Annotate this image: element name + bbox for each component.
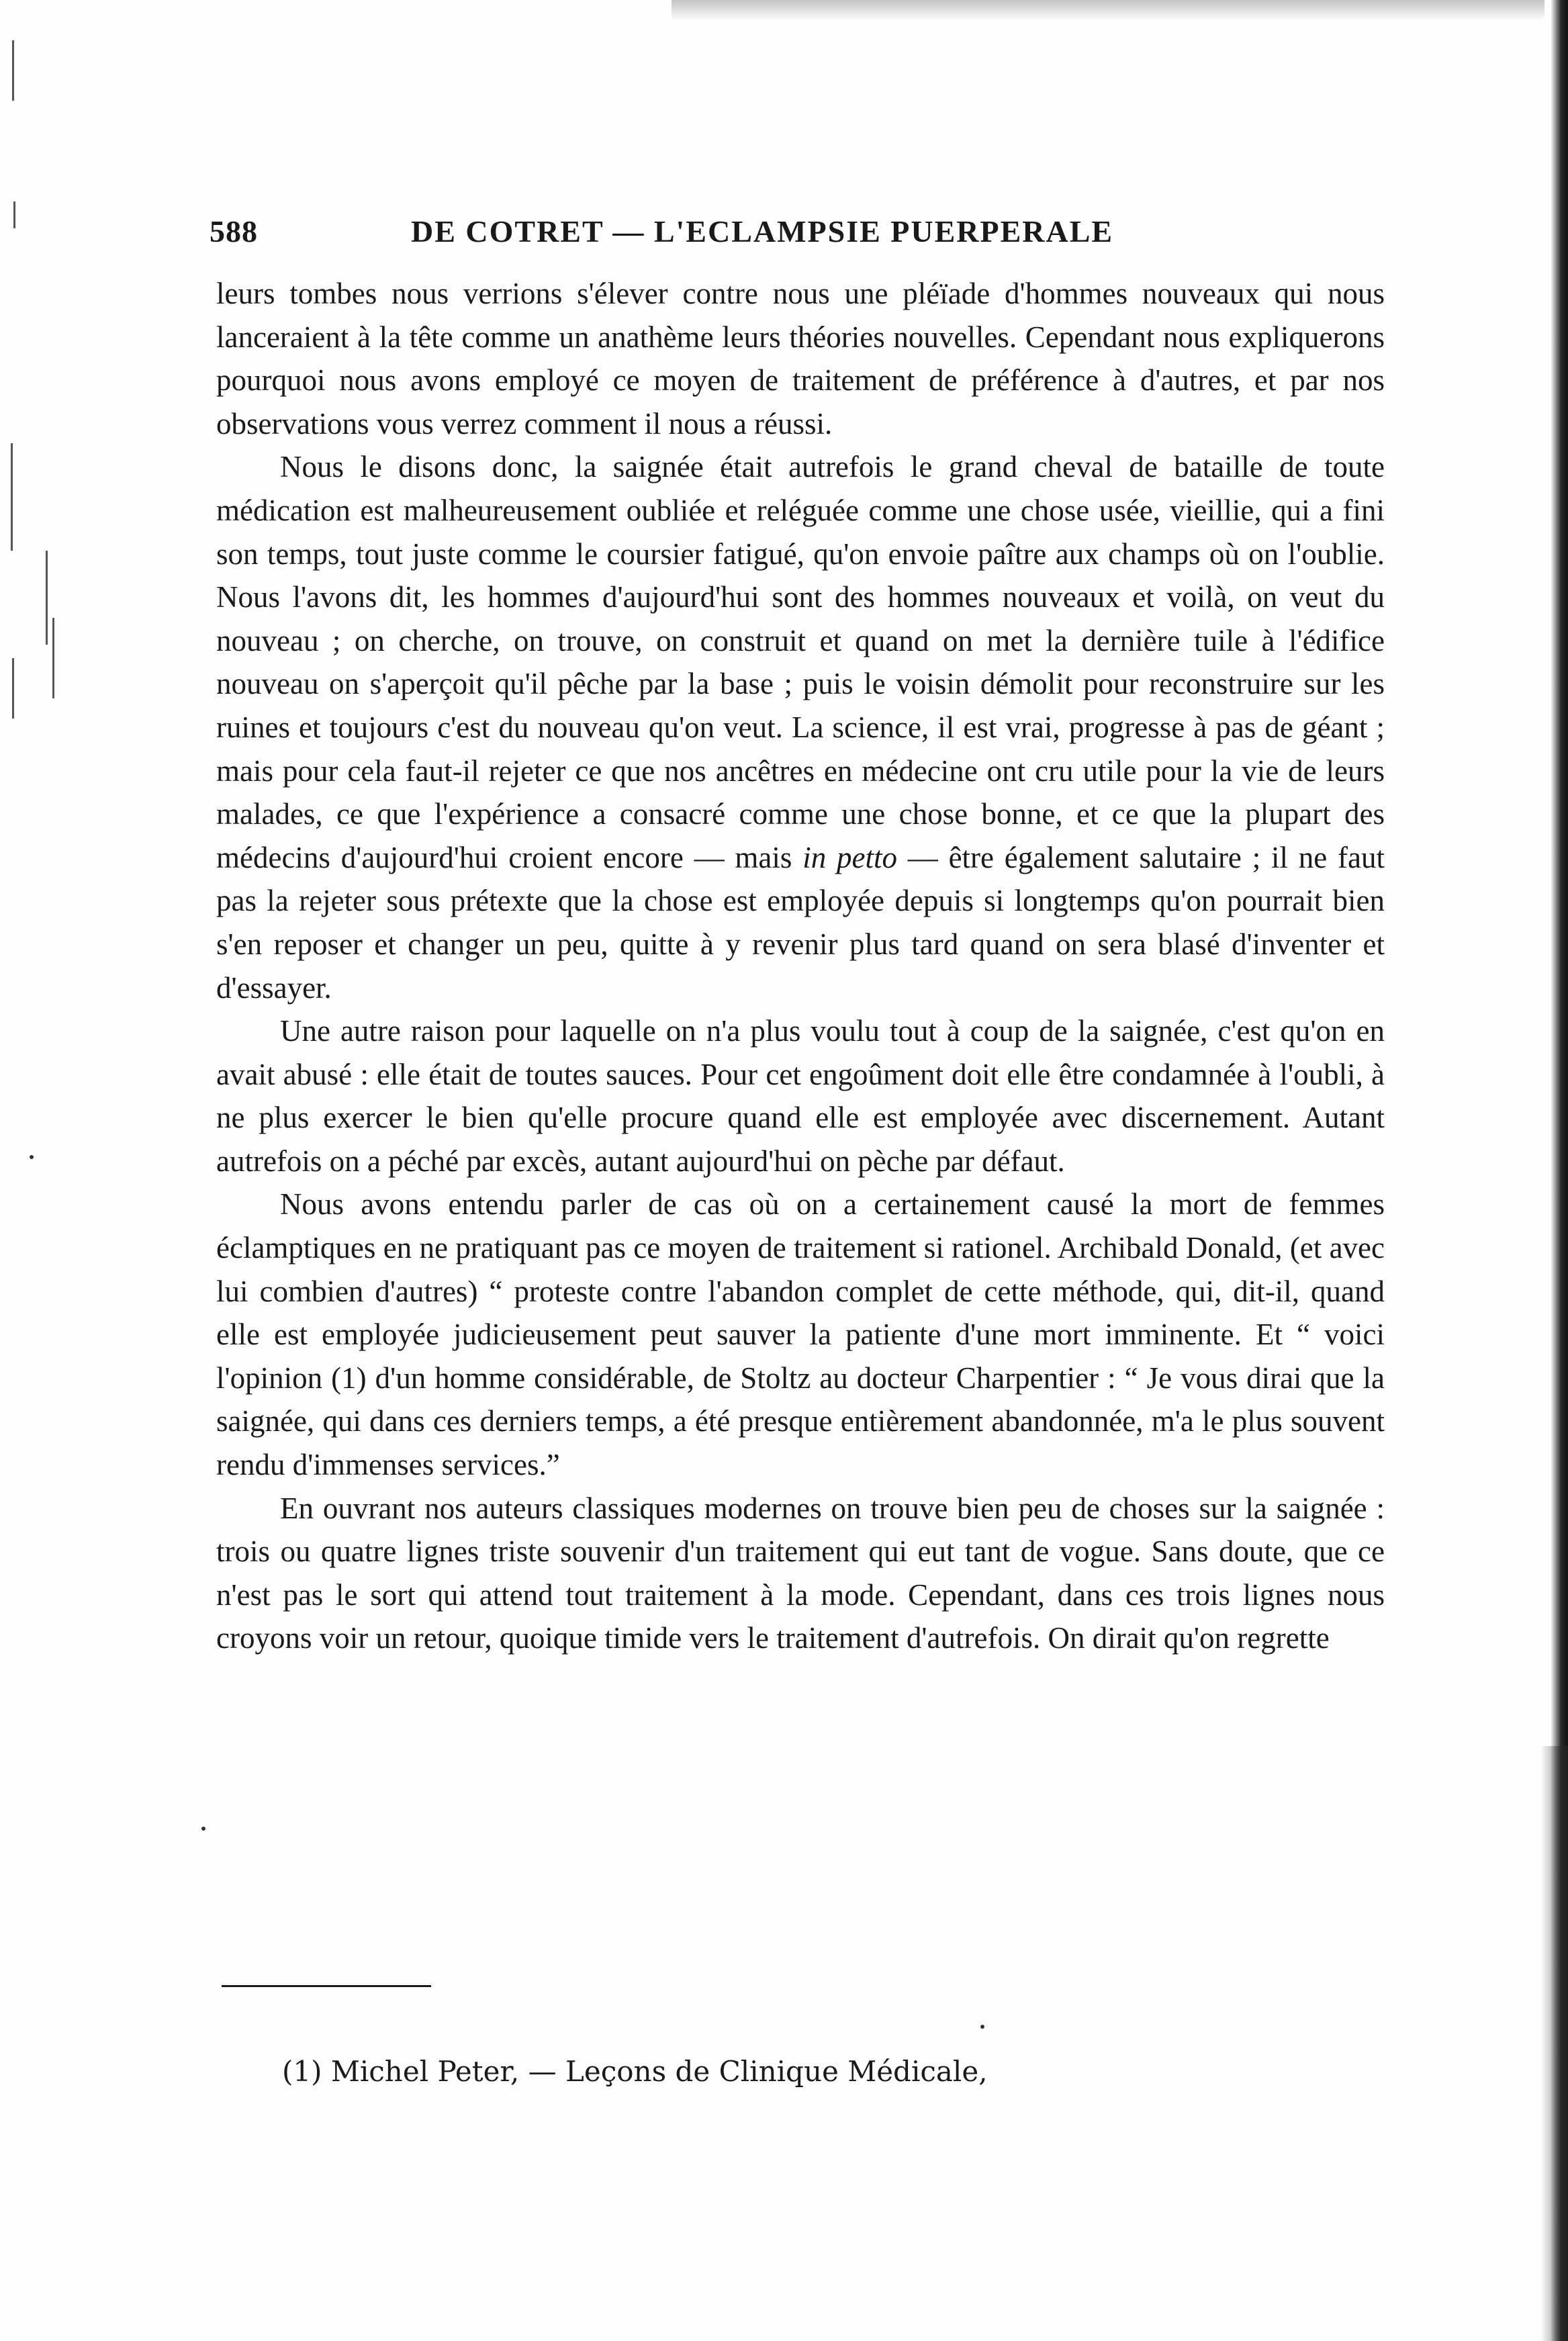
footnote: (1) Michel Peter, — Leçons de Clinique Médicale, [282,2055,988,2088]
running-head: DE COTRET — L'ECLAMPSIE PUERPERALE [411,214,1114,248]
paragraph: Nous avons entendu parler de cas où on a certainement causé la mort de femmes éclamptiques en ne pratiquant pas ce moyen de traitement si rationel. Archibald Donald, (et avec lui combien d'autres) “ proteste contre l'abandon complet de cette méthode, qui, dit-il, quand elle est employée judicieusement peut sauver la patiente d'une mort imminente. Et “ voici l'opinion (1) d'un homme considérable, de Stoltz au docteur Charpentier : “ Je vous dirai que la saignée, qui dans ces derniers temps, a été presque entièrement abandonnée, m'a le plus souvent rendu d'immenses services.” [216,1187,1385,1482]
scan-left-margin-marks [5,27,59,1236]
page-number: 588 [210,214,258,248]
paragraph-text: Nous le disons donc, la saignée était autrefois le grand cheval de bataille de toute médication est malheureusement oubliée et reléguée comme une chose usée, vieillie, qui a fini son temps, tout juste comme le coursier fatigué, qu'on envoie paître aux champs où on l'oublie. Nous l'avons dit, les hommes d'aujourd'hui sont des hommes nouveaux et voilà, on veut du nouveau ; on cherche, on trouve, on construit et quand on met la dernière tuile à l'édifice nouveau on s'aperçoit qu'il pêche par la base ; puis le voisin démolit pour reconstruire sur les ruines et toujours c'est du nouveau qu'on veut. La science, il est vrai, progresse à pas de géant ; mais pour cela faut-il rejeter ce que nos ancêtres en médecine ont cru utile pour la vie de leurs malades, ce que l'expérience a consacré comme une chose bonne, et ce que la plupart des médecins d'aujourd'hui croient encore — mais [216,450,1385,874]
paragraph [216,445,1385,1009]
scan-right-edge-shadow-lower [1541,1746,1568,2341]
scan-top-smudge [672,0,1544,20]
paragraph-text: — être également salutaire ; il ne faut pas la rejeter sous prétexte que la chose est employée depuis si longtemps qu'on pourrait bien s'en reposer et changer un peu, quitte à y revenir plus tard quand on sera blasé d'inventer et d'essayer. [216,840,1385,1005]
paragraph: Une autre raison pour laquelle on n'a plus voulu tout à coup de la saignée, c'est qu'on en avait abusé : elle était de toutes sauces. Pour cet engoûment doit elle être condamnée à l'oubli, à ne plus exercer le bien qu'elle procure quand elle est employée avec discernement. Autant autrefois on a péché par excès, autant aujourd'hui on pèche par défaut. [216,1014,1385,1178]
paragraph: En ouvrant nos auteurs classiques modernes on trouve bien peu de choses sur la saignée : trois ou quatre lignes triste souvenir d'un traitement qui eut tant de vogue. Sans doute, que ce n'est pas le sort qui attend tout traitement à la mode. Cependant, dans ces trois lignes nous croyons voir un retour, quoique timide vers le traitement d'autrefois. On dirait qu'on regrette [216,1491,1385,1655]
scan-speck [30,1155,34,1159]
italic-phrase: in petto [802,840,897,874]
body-text [216,272,1385,1660]
page-header [210,214,1385,254]
scan-speck [980,2025,984,2029]
footnote-rule [222,1985,431,1987]
paragraph: leurs tombes nous verrions s'élever contre nous une pléïade d'hommes nouveaux qui nous lanceraient à la tête comme un anathème leurs théories nouvelles. Cependant nous expliquerons pourquoi nous avons employé ce moyen de traitement de préférence à d'autres, et par nos observations vous verrez comment il nous a réussi. [216,277,1385,441]
scan-speck [201,1827,205,1831]
